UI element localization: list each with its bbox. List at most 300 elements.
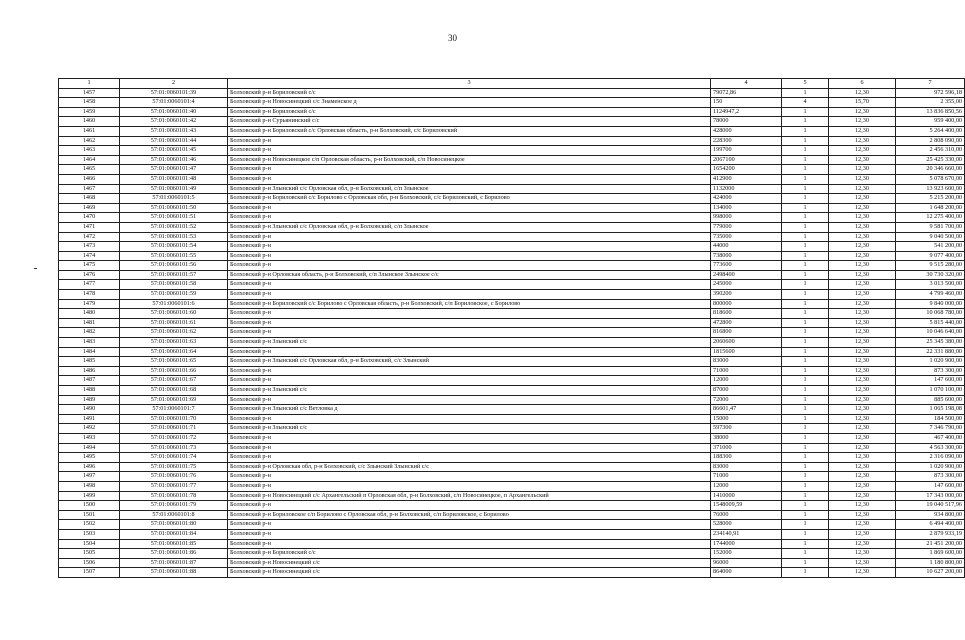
address-cell: Болховский р-н Бориловский с/с Борилово с Орловская обл, р-н Болховский, с/с Бориловский, с Борилово bbox=[228, 194, 711, 204]
cadastral-number-cell: 57:01:0060101:8 bbox=[120, 510, 228, 520]
cadastral-number-cell: 57:01:0060101:70 bbox=[120, 414, 228, 424]
header-col-7: 7 bbox=[896, 79, 965, 89]
cadastral-number-cell: 57:01:0060101:46 bbox=[120, 155, 228, 165]
address-cell: Болховский р-н bbox=[228, 443, 711, 453]
cadastral-value-cell: 17 343 000,00 bbox=[896, 491, 965, 501]
page-number: 30 bbox=[448, 33, 457, 43]
rate-cell: 12,30 bbox=[829, 88, 896, 98]
row-number-cell: 1484 bbox=[59, 347, 120, 357]
rate-cell: 12,30 bbox=[829, 424, 896, 434]
register-table bbox=[58, 78, 965, 578]
row-number-cell: 1504 bbox=[59, 539, 120, 549]
cadastral-number-cell: 57:01:0060101:40 bbox=[120, 107, 228, 117]
area-cell: 1132000 bbox=[711, 184, 782, 194]
row-number-cell: 1498 bbox=[59, 481, 120, 491]
category-cell: 1 bbox=[782, 318, 829, 328]
area-cell: 1815600 bbox=[711, 347, 782, 357]
rate-cell: 12,30 bbox=[829, 510, 896, 520]
area-cell: 864000 bbox=[711, 568, 782, 578]
row-number-cell: 1460 bbox=[59, 117, 120, 127]
area-cell: 371000 bbox=[711, 443, 782, 453]
cadastral-number-cell: 57:01:0060101:86 bbox=[120, 549, 228, 559]
cadastral-value-cell: 184 500,00 bbox=[896, 414, 965, 424]
category-cell: 1 bbox=[782, 539, 829, 549]
area-cell: 188300 bbox=[711, 453, 782, 463]
rate-cell: 12,30 bbox=[829, 376, 896, 386]
rate-cell: 12,30 bbox=[829, 232, 896, 242]
table-row bbox=[59, 155, 965, 165]
category-cell: 1 bbox=[782, 501, 829, 511]
cadastral-value-cell: 467 400,00 bbox=[896, 433, 965, 443]
rate-cell: 12,30 bbox=[829, 126, 896, 136]
rate-cell: 12,30 bbox=[829, 184, 896, 194]
cadastral-number-cell: 57:01:0060101:67 bbox=[120, 376, 228, 386]
area-cell: 79072,86 bbox=[711, 88, 782, 98]
area-cell: 38000 bbox=[711, 433, 782, 443]
category-cell: 4 bbox=[782, 98, 829, 108]
row-number-cell: 1500 bbox=[59, 501, 120, 511]
cadastral-number-cell: 57:01:0060101:43 bbox=[120, 126, 228, 136]
area-cell: 234140,91 bbox=[711, 529, 782, 539]
area-cell: 199700 bbox=[711, 146, 782, 156]
rate-cell: 12,30 bbox=[829, 558, 896, 568]
cadastral-number-cell: 57:01:0060101:74 bbox=[120, 453, 228, 463]
header-col-1: 1 bbox=[59, 79, 120, 89]
category-cell: 1 bbox=[782, 146, 829, 156]
cadastral-value-cell: 25 425 330,00 bbox=[896, 155, 965, 165]
row-number-cell: 1476 bbox=[59, 270, 120, 280]
row-number-cell: 1472 bbox=[59, 232, 120, 242]
category-cell: 1 bbox=[782, 549, 829, 559]
cadastral-value-cell: 22 331 880,00 bbox=[896, 347, 965, 357]
area-cell: 87000 bbox=[711, 386, 782, 396]
cadastral-number-cell: 57:01:0060101:42 bbox=[120, 117, 228, 127]
table-row bbox=[59, 318, 965, 328]
area-cell: 76000 bbox=[711, 510, 782, 520]
cadastral-number-cell: 57:01:0060101:87 bbox=[120, 558, 228, 568]
rate-cell: 12,30 bbox=[829, 270, 896, 280]
cadastral-number-cell: 57:01:0060101:60 bbox=[120, 309, 228, 319]
rate-cell: 12,30 bbox=[829, 299, 896, 309]
area-cell: 15000 bbox=[711, 414, 782, 424]
cadastral-number-cell: 57:01:0060101:80 bbox=[120, 520, 228, 530]
address-cell: Болховский р-н bbox=[228, 347, 711, 357]
rate-cell: 12,30 bbox=[829, 174, 896, 184]
table-row bbox=[59, 184, 965, 194]
row-number-cell: 1488 bbox=[59, 386, 120, 396]
cadastral-value-cell: 13 836 850,56 bbox=[896, 107, 965, 117]
row-number-cell: 1506 bbox=[59, 558, 120, 568]
row-number-cell: 1478 bbox=[59, 290, 120, 300]
cadastral-number-cell: 57:01:0060101:51 bbox=[120, 213, 228, 223]
area-cell: 390200 bbox=[711, 290, 782, 300]
address-cell: Болховский р-н Злынский с/с bbox=[228, 338, 711, 348]
cadastral-value-cell: 147 600,00 bbox=[896, 481, 965, 491]
table-body bbox=[59, 88, 965, 577]
rate-cell: 12,30 bbox=[829, 203, 896, 213]
category-cell: 1 bbox=[782, 347, 829, 357]
row-number-cell: 1496 bbox=[59, 462, 120, 472]
area-cell: 1124947,2 bbox=[711, 107, 782, 117]
row-number-cell: 1485 bbox=[59, 357, 120, 367]
row-number-cell: 1505 bbox=[59, 549, 120, 559]
table-header-row bbox=[59, 79, 965, 89]
cadastral-value-cell: 873 300,00 bbox=[896, 472, 965, 482]
category-cell: 1 bbox=[782, 117, 829, 127]
cadastral-value-cell: 3 013 500,00 bbox=[896, 280, 965, 290]
category-cell: 1 bbox=[782, 126, 829, 136]
rate-cell: 12,30 bbox=[829, 549, 896, 559]
cadastral-value-cell: 9 581 700,00 bbox=[896, 222, 965, 232]
area-cell: 597300 bbox=[711, 424, 782, 434]
table-row bbox=[59, 98, 965, 108]
address-cell: Болховский р-н Бориловский с/с Борилово с Орловская область, р-н Болховский, с/п Бориловское, с Борилово bbox=[228, 299, 711, 309]
table-row bbox=[59, 395, 965, 405]
table-row bbox=[59, 366, 965, 376]
rate-cell: 12,30 bbox=[829, 165, 896, 175]
area-cell: 2498400 bbox=[711, 270, 782, 280]
category-cell: 1 bbox=[782, 433, 829, 443]
table-row bbox=[59, 261, 965, 271]
rate-cell: 12,30 bbox=[829, 501, 896, 511]
address-cell: Болховский р-н Орловская обл, р-н Болховский, с/с Злынский Злынский с/с bbox=[228, 462, 711, 472]
category-cell: 1 bbox=[782, 299, 829, 309]
address-cell: Болховский р-н Новосинецкий с/с bbox=[228, 568, 711, 578]
cadastral-value-cell: 9 840 000,00 bbox=[896, 299, 965, 309]
rate-cell: 12,30 bbox=[829, 136, 896, 146]
category-cell: 1 bbox=[782, 184, 829, 194]
header-col-5: 5 bbox=[782, 79, 829, 89]
cadastral-value-cell: 5 215 200,00 bbox=[896, 194, 965, 204]
table-row bbox=[59, 481, 965, 491]
category-cell: 1 bbox=[782, 338, 829, 348]
table-row bbox=[59, 107, 965, 117]
row-number-cell: 1487 bbox=[59, 376, 120, 386]
cadastral-value-cell: 9 515 280,00 bbox=[896, 261, 965, 271]
area-cell: 424000 bbox=[711, 194, 782, 204]
area-cell: 86601,47 bbox=[711, 405, 782, 415]
table-row bbox=[59, 529, 965, 539]
row-number-cell: 1491 bbox=[59, 414, 120, 424]
row-number-cell: 1483 bbox=[59, 338, 120, 348]
area-cell: 773600 bbox=[711, 261, 782, 271]
cadastral-value-cell: 934 800,00 bbox=[896, 510, 965, 520]
category-cell: 1 bbox=[782, 270, 829, 280]
table-row bbox=[59, 462, 965, 472]
rate-cell: 12,30 bbox=[829, 520, 896, 530]
row-number-cell: 1475 bbox=[59, 261, 120, 271]
cadastral-number-cell: 57:01:0060101:88 bbox=[120, 568, 228, 578]
rate-cell: 12,30 bbox=[829, 328, 896, 338]
table-row bbox=[59, 568, 965, 578]
area-cell: 72000 bbox=[711, 395, 782, 405]
address-cell: Болховский р-н Бориловский с/с bbox=[228, 107, 711, 117]
address-cell: Болховский р-н Бориловский с/с Орловская область, р-н Болховский, с/с Бориловский bbox=[228, 126, 711, 136]
address-cell: Болховский р-н bbox=[228, 146, 711, 156]
category-cell: 1 bbox=[782, 251, 829, 261]
row-number-cell: 1458 bbox=[59, 98, 120, 108]
address-cell: Болховский р-н bbox=[228, 251, 711, 261]
address-cell: Болховский р-н bbox=[228, 520, 711, 530]
margin-mark bbox=[34, 268, 37, 269]
table-row bbox=[59, 386, 965, 396]
area-cell: 78000 bbox=[711, 117, 782, 127]
address-cell: Болховский р-н bbox=[228, 309, 711, 319]
row-number-cell: 1486 bbox=[59, 366, 120, 376]
cadastral-number-cell: 57:01:0060101:65 bbox=[120, 357, 228, 367]
cadastral-number-cell: 57:01:0060101:45 bbox=[120, 146, 228, 156]
table-row bbox=[59, 558, 965, 568]
area-cell: 1744000 bbox=[711, 539, 782, 549]
table-row bbox=[59, 117, 965, 127]
rate-cell: 12,30 bbox=[829, 386, 896, 396]
rate-cell: 12,30 bbox=[829, 472, 896, 482]
area-cell: 83000 bbox=[711, 357, 782, 367]
address-cell: Болховский р-н Злынский с/с Орловская обл, р-н Болховский, с/п Злынское bbox=[228, 184, 711, 194]
category-cell: 1 bbox=[782, 165, 829, 175]
row-number-cell: 1494 bbox=[59, 443, 120, 453]
cadastral-number-cell: 57:01:0060101:5 bbox=[120, 194, 228, 204]
table-row bbox=[59, 165, 965, 175]
cadastral-value-cell: 1 070 100,00 bbox=[896, 386, 965, 396]
table-row bbox=[59, 539, 965, 549]
table-row bbox=[59, 433, 965, 443]
address-cell: Болховский р-н Бориловский с/с bbox=[228, 549, 711, 559]
rate-cell: 12,30 bbox=[829, 251, 896, 261]
rate-cell: 12,30 bbox=[829, 529, 896, 539]
address-cell: Болховский р-н bbox=[228, 366, 711, 376]
category-cell: 1 bbox=[782, 376, 829, 386]
category-cell: 1 bbox=[782, 280, 829, 290]
rate-cell: 12,30 bbox=[829, 146, 896, 156]
rate-cell: 12,30 bbox=[829, 568, 896, 578]
area-cell: 816800 bbox=[711, 328, 782, 338]
table-row bbox=[59, 405, 965, 415]
row-number-cell: 1474 bbox=[59, 251, 120, 261]
address-cell: Болховский р-н bbox=[228, 328, 711, 338]
cadastral-value-cell: 1 869 600,00 bbox=[896, 549, 965, 559]
cadastral-number-cell: 57:01:0060101:62 bbox=[120, 328, 228, 338]
category-cell: 1 bbox=[782, 194, 829, 204]
area-cell: 83000 bbox=[711, 462, 782, 472]
category-cell: 1 bbox=[782, 386, 829, 396]
rate-cell: 12,30 bbox=[829, 433, 896, 443]
cadastral-number-cell: 57:01:0060101:52 bbox=[120, 222, 228, 232]
table-row bbox=[59, 338, 965, 348]
category-cell: 1 bbox=[782, 424, 829, 434]
rate-cell: 12,30 bbox=[829, 539, 896, 549]
address-cell: Болховский р-н bbox=[228, 242, 711, 252]
table-row bbox=[59, 194, 965, 204]
cadastral-value-cell: 2 879 933,19 bbox=[896, 529, 965, 539]
area-cell: 150 bbox=[711, 98, 782, 108]
table-row bbox=[59, 299, 965, 309]
area-cell: 12000 bbox=[711, 481, 782, 491]
row-number-cell: 1489 bbox=[59, 395, 120, 405]
table-row bbox=[59, 443, 965, 453]
row-number-cell: 1461 bbox=[59, 126, 120, 136]
cadastral-number-cell: 57:01:0060101:76 bbox=[120, 472, 228, 482]
table-row bbox=[59, 126, 965, 136]
cadastral-value-cell: 2 808 090,00 bbox=[896, 136, 965, 146]
address-cell: Болховский р-н Злынский с/с Орловская обл, р-н Болховский, с/п Злынское bbox=[228, 222, 711, 232]
rate-cell: 12,30 bbox=[829, 318, 896, 328]
cadastral-value-cell: 885 600,00 bbox=[896, 395, 965, 405]
category-cell: 1 bbox=[782, 328, 829, 338]
cadastral-number-cell: 57:01:0060101:57 bbox=[120, 270, 228, 280]
header-col-6: 6 bbox=[829, 79, 896, 89]
cadastral-number-cell: 57:01:0060101:56 bbox=[120, 261, 228, 271]
row-number-cell: 1492 bbox=[59, 424, 120, 434]
cadastral-value-cell: 2 355,00 bbox=[896, 98, 965, 108]
table-row bbox=[59, 242, 965, 252]
area-cell: 738000 bbox=[711, 251, 782, 261]
rate-cell: 12,30 bbox=[829, 242, 896, 252]
rate-cell: 12,30 bbox=[829, 155, 896, 165]
cadastral-value-cell: 10 627 200,00 bbox=[896, 568, 965, 578]
row-number-cell: 1469 bbox=[59, 203, 120, 213]
area-cell: 96000 bbox=[711, 558, 782, 568]
row-number-cell: 1467 bbox=[59, 184, 120, 194]
row-number-cell: 1465 bbox=[59, 165, 120, 175]
row-number-cell: 1459 bbox=[59, 107, 120, 117]
row-number-cell: 1457 bbox=[59, 88, 120, 98]
address-cell: Болховский р-н bbox=[228, 213, 711, 223]
cadastral-number-cell: 57:01:0060101:48 bbox=[120, 174, 228, 184]
table-row bbox=[59, 136, 965, 146]
table-row bbox=[59, 472, 965, 482]
category-cell: 1 bbox=[782, 357, 829, 367]
cadastral-value-cell: 13 923 600,00 bbox=[896, 184, 965, 194]
cadastral-number-cell: 57:01:0060101:53 bbox=[120, 232, 228, 242]
rate-cell: 12,30 bbox=[829, 290, 896, 300]
rate-cell: 12,30 bbox=[829, 222, 896, 232]
cadastral-number-cell: 57:01:0060101:54 bbox=[120, 242, 228, 252]
row-number-cell: 1495 bbox=[59, 453, 120, 463]
category-cell: 1 bbox=[782, 414, 829, 424]
cadastral-number-cell: 57:01:0060101:47 bbox=[120, 165, 228, 175]
cadastral-number-cell: 57:01:0060101:49 bbox=[120, 184, 228, 194]
row-number-cell: 1466 bbox=[59, 174, 120, 184]
category-cell: 1 bbox=[782, 242, 829, 252]
table-row bbox=[59, 280, 965, 290]
cadastral-number-cell: 57:01:0060101:66 bbox=[120, 366, 228, 376]
row-number-cell: 1470 bbox=[59, 213, 120, 223]
row-number-cell: 1490 bbox=[59, 405, 120, 415]
area-cell: 245000 bbox=[711, 280, 782, 290]
row-number-cell: 1482 bbox=[59, 328, 120, 338]
category-cell: 1 bbox=[782, 462, 829, 472]
cadastral-number-cell: 57:01:0060101:73 bbox=[120, 443, 228, 453]
table-row bbox=[59, 357, 965, 367]
table-row bbox=[59, 520, 965, 530]
cadastral-number-cell: 57:01:0060101:64 bbox=[120, 347, 228, 357]
table-row bbox=[59, 376, 965, 386]
cadastral-number-cell: 57:01:0060101:78 bbox=[120, 491, 228, 501]
row-number-cell: 1502 bbox=[59, 520, 120, 530]
cadastral-number-cell: 57:01:0060101:55 bbox=[120, 251, 228, 261]
rate-cell: 15,70 bbox=[829, 98, 896, 108]
row-number-cell: 1499 bbox=[59, 491, 120, 501]
cadastral-value-cell: 30 730 320,00 bbox=[896, 270, 965, 280]
address-cell: Болховский р-н bbox=[228, 165, 711, 175]
category-cell: 1 bbox=[782, 88, 829, 98]
category-cell: 1 bbox=[782, 443, 829, 453]
address-cell: Болховский р-н bbox=[228, 136, 711, 146]
cadastral-value-cell: 10 046 640,00 bbox=[896, 328, 965, 338]
rate-cell: 12,30 bbox=[829, 117, 896, 127]
area-cell: 44000 bbox=[711, 242, 782, 252]
address-cell: Болховский р-н bbox=[228, 395, 711, 405]
category-cell: 1 bbox=[782, 529, 829, 539]
table-row bbox=[59, 174, 965, 184]
area-cell: 412900 bbox=[711, 174, 782, 184]
address-cell: Болховский р-н bbox=[228, 539, 711, 549]
category-cell: 1 bbox=[782, 558, 829, 568]
category-cell: 1 bbox=[782, 309, 829, 319]
cadastral-number-cell: 57:01:0060101:63 bbox=[120, 338, 228, 348]
address-cell: Болховский р-н Злынский с/с bbox=[228, 386, 711, 396]
row-number-cell: 1462 bbox=[59, 136, 120, 146]
address-cell: Болховский р-н bbox=[228, 472, 711, 482]
table-row bbox=[59, 222, 965, 232]
rate-cell: 12,30 bbox=[829, 347, 896, 357]
cadastral-number-cell: 57:01:0060101:6 bbox=[120, 299, 228, 309]
area-cell: 528000 bbox=[711, 520, 782, 530]
rate-cell: 12,30 bbox=[829, 261, 896, 271]
area-cell: 818600 bbox=[711, 309, 782, 319]
rate-cell: 12,30 bbox=[829, 395, 896, 405]
cadastral-value-cell: 2 316 090,00 bbox=[896, 453, 965, 463]
row-number-cell: 1479 bbox=[59, 299, 120, 309]
rate-cell: 12,30 bbox=[829, 414, 896, 424]
rate-cell: 12,30 bbox=[829, 357, 896, 367]
cadastral-number-cell: 57:01:0060101:77 bbox=[120, 481, 228, 491]
row-number-cell: 1464 bbox=[59, 155, 120, 165]
area-cell: 12000 bbox=[711, 376, 782, 386]
area-cell: 2067100 bbox=[711, 155, 782, 165]
rate-cell: 12,30 bbox=[829, 194, 896, 204]
table-row bbox=[59, 453, 965, 463]
address-cell: Болховский р-н bbox=[228, 318, 711, 328]
category-cell: 1 bbox=[782, 261, 829, 271]
cadastral-number-cell: 57:01:0060101:44 bbox=[120, 136, 228, 146]
address-cell: Болховский р-н bbox=[228, 174, 711, 184]
row-number-cell: 1497 bbox=[59, 472, 120, 482]
address-cell: Болховский р-н bbox=[228, 414, 711, 424]
cadastral-value-cell: 9 077 400,00 bbox=[896, 251, 965, 261]
address-cell: Болховский р-н bbox=[228, 376, 711, 386]
area-cell: 1410000 bbox=[711, 491, 782, 501]
address-cell: Болховский р-н Новосинецкий с/с bbox=[228, 558, 711, 568]
cadastral-value-cell: 6 494 400,00 bbox=[896, 520, 965, 530]
table-row bbox=[59, 501, 965, 511]
address-cell: Болховский р-н Злынский с/с Орловская обл, р-н Болховский, с/с Злынский bbox=[228, 357, 711, 367]
category-cell: 1 bbox=[782, 491, 829, 501]
cadastral-value-cell: 5 815 440,00 bbox=[896, 318, 965, 328]
cadastral-number-cell: 57:01:0060101:61 bbox=[120, 318, 228, 328]
address-cell: Болховский р-н bbox=[228, 232, 711, 242]
cadastral-value-cell: 1 180 800,00 bbox=[896, 558, 965, 568]
rate-cell: 12,30 bbox=[829, 453, 896, 463]
category-cell: 1 bbox=[782, 213, 829, 223]
row-number-cell: 1501 bbox=[59, 510, 120, 520]
table-row bbox=[59, 347, 965, 357]
rate-cell: 12,30 bbox=[829, 491, 896, 501]
cadastral-number-cell: 57:01:0060101:69 bbox=[120, 395, 228, 405]
row-number-cell: 1471 bbox=[59, 222, 120, 232]
cadastral-value-cell: 1 020 900,00 bbox=[896, 357, 965, 367]
